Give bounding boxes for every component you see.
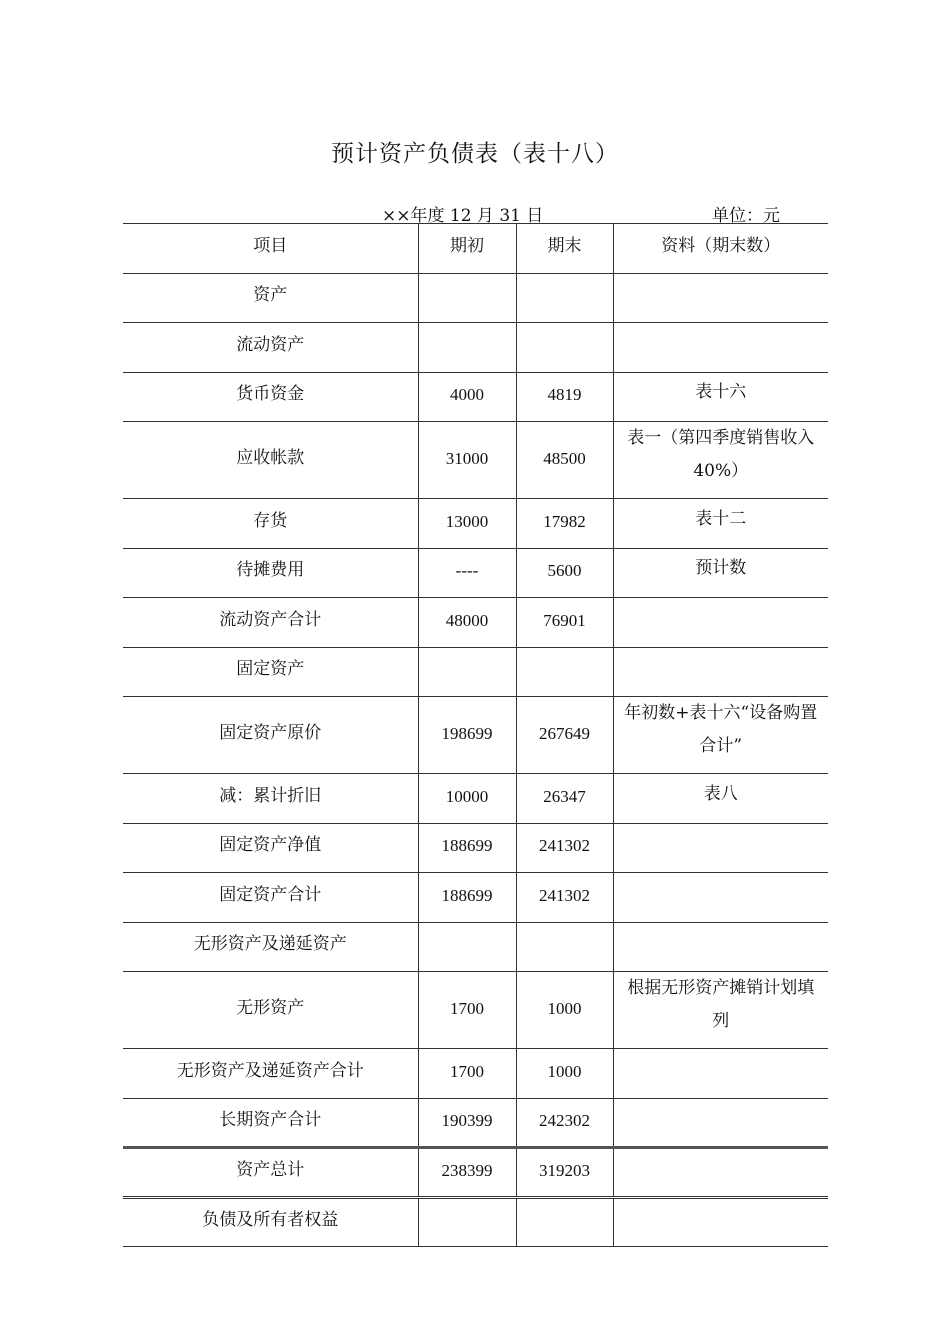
table-row <box>123 499 828 549</box>
cell-end: 241302 <box>516 823 613 873</box>
cell-item: 资产 <box>123 273 418 323</box>
table-row <box>123 598 828 648</box>
table-row <box>123 647 828 697</box>
cell-begin: 13000 <box>418 499 516 549</box>
table-row <box>123 774 828 824</box>
table-row <box>123 697 828 774</box>
cell-begin: ---- <box>418 548 516 598</box>
cell-begin: 188699 <box>418 873 516 923</box>
cell-end: 1000 <box>516 972 613 1049</box>
cell-note <box>613 647 828 697</box>
cell-begin <box>418 323 516 373</box>
cell-item: 流动资产合计 <box>123 598 418 648</box>
cell-end <box>516 922 613 972</box>
cell-end: 76901 <box>516 598 613 648</box>
table-row <box>123 422 828 499</box>
cell-item: 固定资产 <box>123 647 418 697</box>
cell-item: 固定资产净值 <box>123 823 418 873</box>
cell-item: 固定资产原价 <box>123 697 418 774</box>
cell-item: 负债及所有者权益 <box>123 1197 418 1247</box>
cell-note <box>613 1098 828 1148</box>
balance-sheet-table <box>123 223 828 1247</box>
cell-item: 无形资产及递延资产合计 <box>123 1049 418 1099</box>
cell-item: 无形资产 <box>123 972 418 1049</box>
cell-end <box>516 273 613 323</box>
cell-end <box>516 647 613 697</box>
cell-note: 表十六 <box>613 372 828 422</box>
cell-begin: 4000 <box>418 372 516 422</box>
cell-item: 待摊费用 <box>123 548 418 598</box>
table-row <box>123 372 828 422</box>
cell-note <box>613 1197 828 1247</box>
cell-note <box>613 823 828 873</box>
cell-begin <box>418 922 516 972</box>
cell-end: 267649 <box>516 697 613 774</box>
cell-item: 固定资产合计 <box>123 873 418 923</box>
table-row <box>123 873 828 923</box>
cell-item: 货币资金 <box>123 372 418 422</box>
cell-begin <box>418 647 516 697</box>
table-row <box>123 1098 828 1148</box>
report-date: ××年度 12 月 31 日 <box>382 206 544 226</box>
column-header-begin: 期初 <box>418 224 516 274</box>
cell-end: 26347 <box>516 774 613 824</box>
cell-begin <box>418 273 516 323</box>
cell-end <box>516 1197 613 1247</box>
cell-begin: 198699 <box>418 697 516 774</box>
cell-end: 242302 <box>516 1098 613 1148</box>
cell-begin: 1700 <box>418 1049 516 1099</box>
table-row <box>123 922 828 972</box>
table-row <box>123 1197 828 1247</box>
cell-item: 应收帐款 <box>123 422 418 499</box>
cell-note <box>613 273 828 323</box>
cell-begin: 188699 <box>418 823 516 873</box>
cell-begin: 190399 <box>418 1098 516 1148</box>
table-row <box>123 823 828 873</box>
cell-end <box>516 323 613 373</box>
cell-begin: 48000 <box>418 598 516 648</box>
cell-item: 流动资产 <box>123 323 418 373</box>
cell-begin: 10000 <box>418 774 516 824</box>
page-title: 预计资产负债表（表十八） <box>331 141 619 167</box>
cell-note: 年初数+表十六“设备购置合计” <box>613 697 828 774</box>
table-row <box>123 972 828 1049</box>
table-row <box>123 273 828 323</box>
column-header-end: 期末 <box>516 224 613 274</box>
cell-begin <box>418 1197 516 1247</box>
cell-end: 5600 <box>516 548 613 598</box>
cell-item: 减：累计折旧 <box>123 774 418 824</box>
cell-begin: 31000 <box>418 422 516 499</box>
cell-note: 表一（第四季度销售收入 40%） <box>613 422 828 499</box>
cell-end: 4819 <box>516 372 613 422</box>
cell-end: 1000 <box>516 1049 613 1099</box>
cell-note <box>613 323 828 373</box>
cell-note: 表八 <box>613 774 828 824</box>
table-row-total <box>123 1148 828 1198</box>
cell-end: 17982 <box>516 499 613 549</box>
column-header-note: 资料（期末数） <box>613 224 828 274</box>
cell-begin: 1700 <box>418 972 516 1049</box>
unit-label: 单位：元 <box>712 206 780 226</box>
table-row <box>123 323 828 373</box>
cell-note <box>613 598 828 648</box>
table-row <box>123 1049 828 1099</box>
cell-note <box>613 1148 828 1198</box>
cell-note <box>613 1049 828 1099</box>
cell-begin: 238399 <box>418 1148 516 1198</box>
column-header-item: 项目 <box>123 224 418 274</box>
cell-end: 241302 <box>516 873 613 923</box>
cell-note <box>613 873 828 923</box>
cell-item: 无形资产及递延资产 <box>123 922 418 972</box>
table-header-row <box>123 224 828 274</box>
cell-end: 319203 <box>516 1148 613 1198</box>
cell-item: 长期资产合计 <box>123 1098 418 1148</box>
cell-note: 表十二 <box>613 499 828 549</box>
cell-end: 48500 <box>516 422 613 499</box>
cell-note <box>613 922 828 972</box>
cell-note: 根据无形资产摊销计划填列 <box>613 972 828 1049</box>
cell-item: 存货 <box>123 499 418 549</box>
cell-note: 预计数 <box>613 548 828 598</box>
table-row <box>123 548 828 598</box>
cell-item: 资产总计 <box>123 1148 418 1198</box>
